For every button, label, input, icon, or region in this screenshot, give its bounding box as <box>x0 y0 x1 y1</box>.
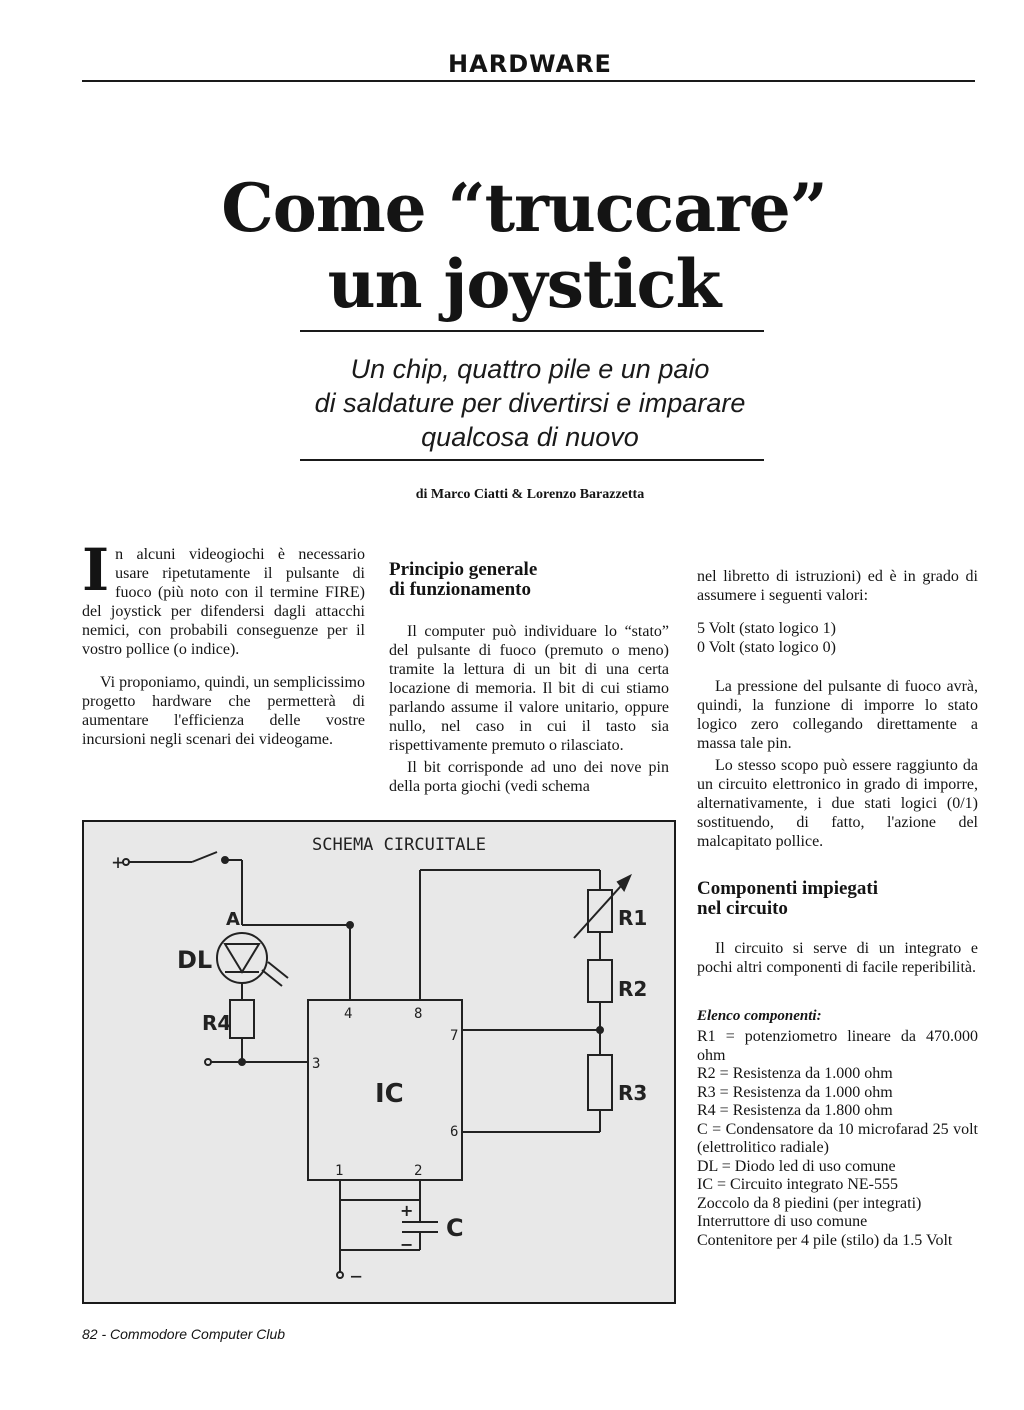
article-subtitle <box>280 352 780 454</box>
subtitle-line-3: qualcosa di nuovo <box>421 422 639 452</box>
component-list-title: Elenco componenti: <box>697 1008 822 1024</box>
pin-2-label: 2 <box>414 1163 423 1179</box>
heading-componenti <box>697 879 978 919</box>
list-item: R2 = Resistenza da 1.000 ohm <box>697 1065 893 1082</box>
dl-label: DL <box>177 946 213 974</box>
list-item: Zoccolo da 8 piedini (per integrati) <box>697 1194 922 1212</box>
pin-6-label: 6 <box>450 1124 459 1140</box>
heading-principio-line-2: di funzionamento <box>389 579 531 600</box>
col3-paragraph-1: nel libretto di istruzioni) ed è in grado di assumere i seguenti valori: <box>697 568 978 604</box>
ground-terminal <box>337 1272 343 1278</box>
r4-label: R4 <box>202 1011 232 1035</box>
list-item: R4 = Resistenza da 1.800 ohm <box>697 1102 893 1119</box>
r2-label: R2 <box>618 977 648 1001</box>
pin-1-label: 1 <box>335 1163 344 1179</box>
col3-paragraph-4: Il circuito si serve di un integrato e pochi altri componenti di facile reperibilità. <box>697 940 978 976</box>
circuit-schematic <box>82 820 676 1304</box>
intro-text: n alcuni videogiochi è necessario usare ripetutamente il pulsante di fuoco (più noto con il termine FIRE) del joystick per difendersi dagli attacchi nemici, con probabili conseguenze per il vostro pollice (o indice). <box>82 546 365 658</box>
list-item: C = Condensatore da 10 microfarad 25 volt (elettrolitico radiale) <box>697 1120 978 1156</box>
title-line-1: Come “truccare” <box>221 169 827 247</box>
ic-label: IC <box>375 1079 404 1109</box>
pin-8-label: 8 <box>414 1006 423 1022</box>
node-junction-2 <box>597 1027 603 1033</box>
node-a-label: A <box>226 909 240 930</box>
col3-paragraph-2: La pressione del pulsante di fuoco avrà, quindi, la funzione di imporre lo stato logico zero collegando direttamente a massa tale pin. <box>697 678 978 752</box>
title-line-2: un joystick <box>327 245 721 323</box>
column-2 <box>389 560 669 810</box>
col3-paragraph-3: Lo stesso scopo può essere raggiunto da un circuito elettronico in grado di imporre, alternativamente, i due stati logici (0/1) sostituendo, di fatto, l'azione del malcapitato pollice. <box>697 757 978 850</box>
proposal-paragraph: Vi proponiamo, quindi, un semplicissimo progetto hardware che permetterà di aumentare l'efficienza delle vostre incursioni negli scenari dei videogame. <box>82 674 365 748</box>
heading-componenti-line-1: Componenti impiegati <box>697 878 879 899</box>
pin-3-label: 3 <box>312 1056 321 1072</box>
principio-paragraph-2: Il bit corrisponde ad uno dei nove pin della porta giochi (vedi schema <box>389 759 669 795</box>
schematic-title: SCHEMA CIRCUITALE <box>312 835 486 855</box>
heading-componenti-line-2: nel circuito <box>697 898 788 919</box>
output-terminal <box>205 1059 211 1065</box>
voltage-value-1: 5 Volt (stato logico 1) <box>697 620 836 637</box>
article-title <box>0 170 1024 322</box>
list-item: Contenitore per 4 pile (stilo) da 1.5 Volt <box>697 1231 953 1249</box>
cap-minus-label: − <box>400 1235 414 1254</box>
list-item: R1 = potenziometro lineare da 470.000 ohm <box>697 1028 978 1064</box>
pin-4-label: 4 <box>344 1006 353 1022</box>
page-footer: 82 - Commodore Computer Club <box>82 1326 286 1342</box>
c-label: C <box>446 1214 464 1242</box>
heading-principio-line-1: Principio generale <box>389 559 538 580</box>
plus-label: + <box>112 850 125 874</box>
r3-label: R3 <box>618 1081 648 1105</box>
list-item: R3 = Resistenza da 1.000 ohm <box>697 1083 893 1101</box>
column-1 <box>82 536 365 763</box>
r4-junction <box>239 1059 245 1065</box>
node-junction-1 <box>347 922 353 928</box>
section-label: HARDWARE <box>448 50 612 78</box>
subtitle-line-2: di saldature per divertirsi e imparare <box>314 388 746 418</box>
principio-paragraph-1: Il computer può individuare lo “stato” del pulsante di fuoco (premuto o meno) tramite la lettura di un bit di una certa locazione di memoria. Il bit di cui stiamo parlando assume il valore unitario, oppure nullo, nel caso in cui il tasto sia rispettivamente premuto o rilasciato. <box>389 623 669 754</box>
list-item: Interruttore di uso comune <box>697 1213 868 1230</box>
pin-7-label: 7 <box>450 1028 459 1044</box>
drop-cap: I <box>82 536 110 604</box>
column-3 <box>697 567 978 1250</box>
list-item: IC = Circuito integrato NE-555 <box>697 1176 898 1193</box>
component-list <box>697 1028 978 1250</box>
byline: di Marco Ciatti & Lorenzo Barazzetta <box>415 487 645 502</box>
header-rule <box>82 80 975 82</box>
subtitle-rule-top <box>300 330 764 332</box>
list-item: DL = Diodo led di uso comune <box>697 1157 896 1175</box>
voltage-value-2: 0 Volt (stato logico 0) <box>697 639 836 656</box>
cap-plus-label: + <box>400 1201 414 1220</box>
heading-principio <box>389 560 669 600</box>
intro-paragraph <box>82 536 365 659</box>
schematic-frame <box>83 821 675 1303</box>
subtitle-line-1: Un chip, quattro pile e un paio <box>350 354 710 384</box>
minus-label: − <box>350 1264 363 1288</box>
subtitle-rule-bottom <box>300 459 764 461</box>
r1-label: R1 <box>618 906 648 930</box>
